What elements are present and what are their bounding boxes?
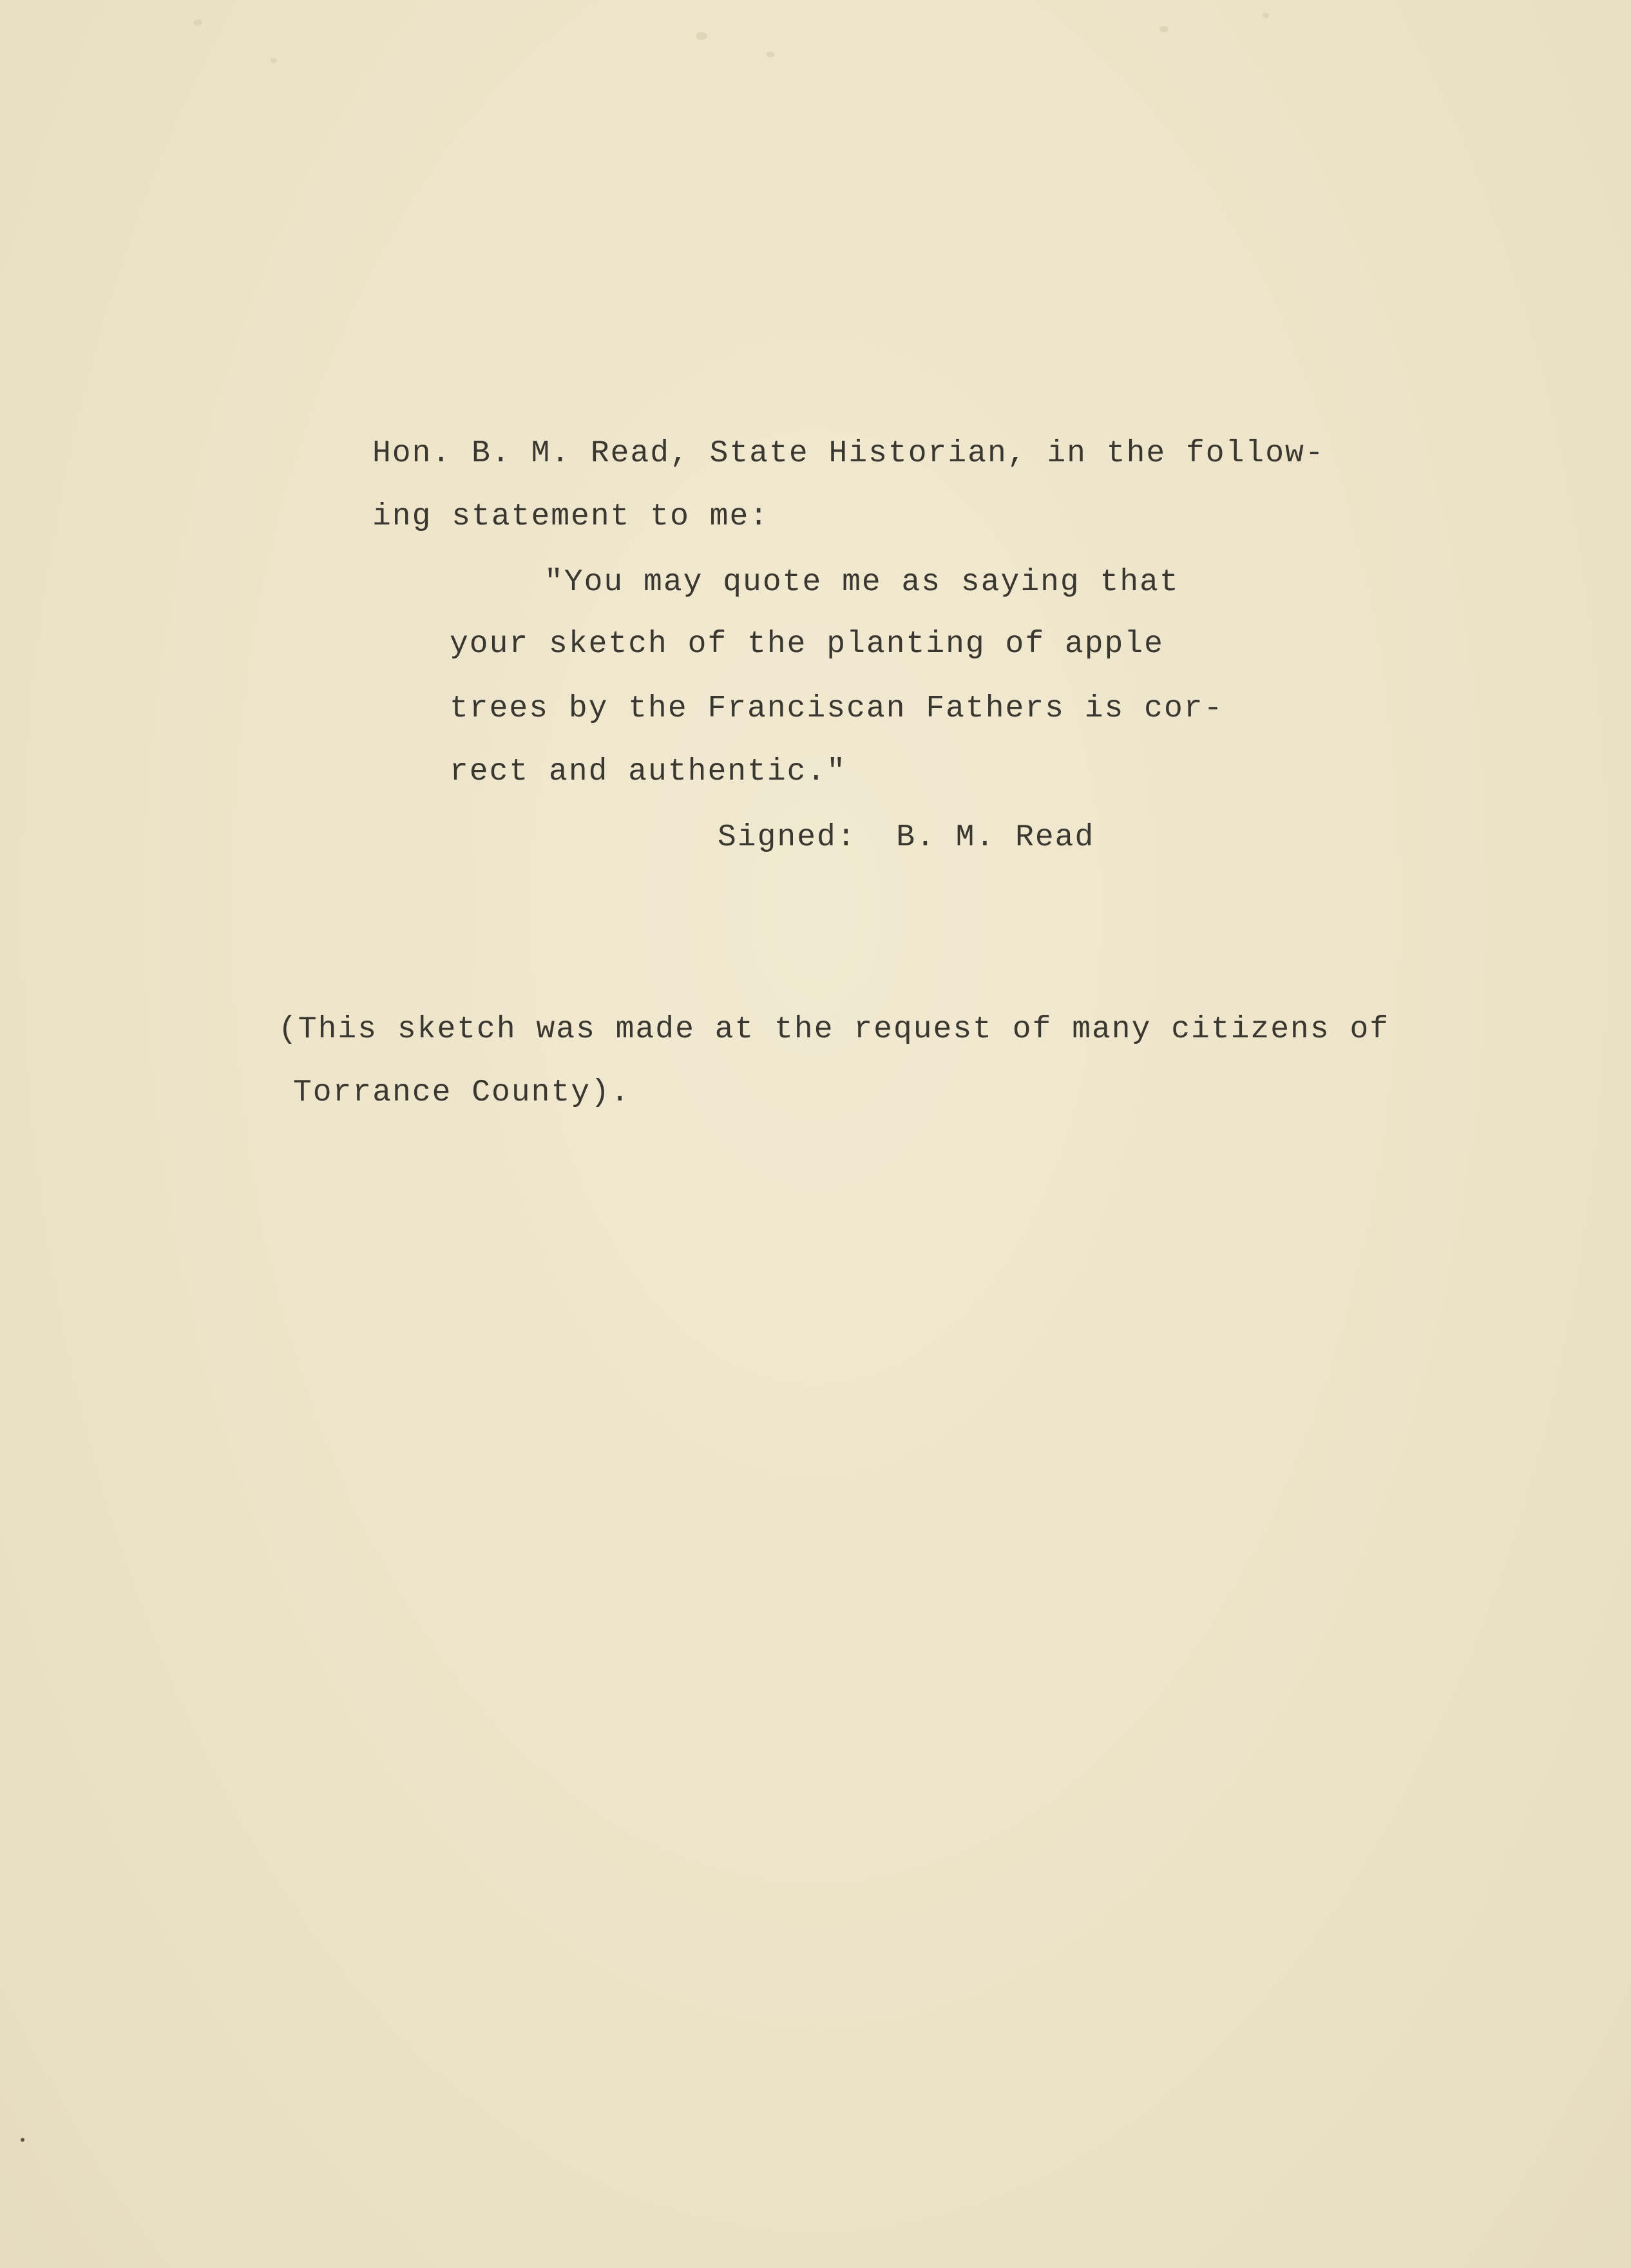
paper-wear-mark (1159, 26, 1168, 32)
quote-line-4: rect and authentic." (450, 754, 847, 789)
note-line-1: (This sketch was made at the request of many citizens of (278, 1012, 1390, 1047)
quote-line-3: trees by the Franciscan Fathers is cor- (450, 691, 1224, 726)
note-line-2: Torrance County). (293, 1075, 631, 1110)
paper-wear-mark (1263, 13, 1269, 18)
paper-wear-mark (193, 19, 202, 26)
quote-line-2: your sketch of the planting of apple (450, 627, 1164, 662)
signature-line: Signed: B. M. Read (718, 820, 1095, 855)
paper-wear-mark (696, 32, 707, 40)
intro-line-1: Hon. B. M. Read, State Historian, in the follow- (372, 436, 1325, 471)
paper-spot (21, 2138, 24, 2142)
quote-line-1: "You may quote me as saying that (544, 565, 1179, 600)
intro-line-2: ing statement to me: (372, 499, 770, 534)
paper-wear-mark (767, 52, 774, 57)
paper-wear-mark (271, 58, 277, 63)
